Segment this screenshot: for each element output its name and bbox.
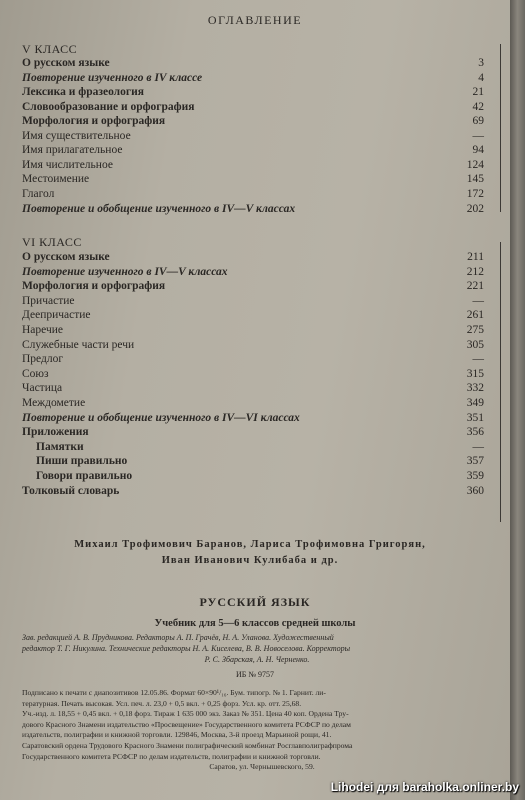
imprint-line: дового Красного Знамени издательство «Просвещение» Государственного комитета РСФСР по делам — [22, 719, 351, 729]
section-heading: VI КЛАСС — [22, 235, 82, 249]
book-title: РУССКИЙ ЯЗЫК — [199, 595, 311, 609]
toc-entry — [22, 294, 484, 309]
toc-entry — [22, 484, 484, 499]
imprint-line: Государственного комитета РСФСР по делам издательств, полиграфии и книжной торговли. — [22, 751, 321, 761]
editors-line-2: редактор Т. Г. Никулина. Технические редакторы Н. А. Киселева, В. В. Новоселова. Корректоры — [22, 644, 351, 653]
toc-entry-label: О русском языке — [22, 57, 110, 69]
toc-entry — [22, 367, 484, 382]
toc-entry-page: 349 — [466, 397, 484, 409]
toc-entry-label: Морфология и орфография — [22, 115, 166, 128]
toc-entry-label: Местоимение — [22, 173, 90, 186]
toc-entry-page: 69 — [472, 115, 484, 128]
toc-entry-label: Причастие — [22, 294, 75, 307]
toc-entry — [22, 71, 484, 86]
toc-entry-page: 315 — [466, 367, 484, 380]
toc-entry — [22, 85, 484, 100]
right-rule-top — [500, 44, 501, 212]
toc-entry — [22, 250, 484, 265]
toc-entry-page: 211 — [467, 251, 484, 263]
authors-line-2: Иван Иванович Кулибаба и др. — [161, 555, 339, 566]
toc-entry — [22, 308, 484, 323]
toc-entry-page: 172 — [466, 188, 484, 200]
toc-entry — [22, 440, 484, 455]
toc-entry — [22, 56, 484, 71]
toc-entry-label: Словообразование и орфография — [22, 100, 195, 113]
toc-entry-page: 21 — [472, 86, 484, 99]
toc-entry-page: — — [472, 353, 484, 366]
toc-entry-label: Морфология и орфография — [22, 280, 166, 293]
toc-entry-page: — — [472, 440, 484, 453]
toc-entry-label: Повторение изученного в IV—V классах — [22, 265, 228, 278]
toc-entry — [22, 279, 484, 294]
toc-entry-page: 305 — [466, 338, 484, 351]
toc-entry — [22, 425, 484, 440]
toc-entry — [22, 100, 484, 115]
toc-entry — [22, 202, 484, 217]
toc-entry-page: 275 — [466, 324, 484, 336]
toc-entry-label: Пиши правильно — [36, 455, 128, 468]
toc-entry-label: Предлог — [22, 353, 64, 366]
toc-entry-page: — — [472, 294, 484, 307]
editors-line-3: Р. С. Збарская, А. Н. Черненко. — [204, 655, 310, 664]
toc-entry-page: 42 — [472, 100, 484, 113]
toc-entry-label: Имя числительное — [22, 158, 113, 171]
toc-entry-label: Приложения — [22, 426, 89, 439]
authors-line-1: Михаил Трофимович Баранов, Лариса Трофимовна Григорян, — [74, 539, 426, 550]
toc-entry-label: Служебные части речи — [22, 338, 135, 351]
toc-entry-label: О русском языке — [22, 251, 110, 263]
imprint-line: издательств, полиграфии и книжной торговли. 129846, Москва, 3-й проезд Марьиной рощи, 41. — [22, 730, 332, 740]
watermark: Lihodei для baraholka.onliner.by — [330, 780, 519, 794]
toc-title: ОГЛАВЛЕНИЕ — [207, 13, 303, 27]
toc-entry — [22, 114, 484, 129]
toc-entry — [22, 338, 484, 353]
section-heading: V КЛАСС — [22, 42, 78, 56]
toc-entry-page: 221 — [466, 280, 484, 293]
toc-entry-page: 357 — [466, 455, 484, 468]
toc-entry-label: Наречие — [22, 324, 64, 336]
toc-entry-label: Толковый словарь — [22, 484, 120, 497]
toc-entry — [22, 411, 484, 426]
toc-entry-label: Частица — [22, 382, 63, 395]
toc-entry — [22, 323, 484, 338]
toc-entry — [22, 143, 484, 158]
toc-entry-page: 359 — [466, 470, 484, 482]
toc-entry-label: Деепричастие — [22, 309, 91, 322]
imprint-line: Саратов, ул. Чернышевского, 59. — [209, 762, 315, 772]
toc-entry-page: 332 — [466, 382, 484, 395]
toc-entry-label: Имя существительное — [22, 129, 131, 142]
toc-entry-page: 4 — [478, 71, 484, 84]
imprint-line: Подписано к печати с диапозитивов 12.05.86. Формат 60×90¹/₁₆. Бум. типогр. № 1. Гарнит. ли- — [22, 688, 326, 697]
toc-entry-label: Повторение и обобщение изученного в IV—VI классах — [22, 411, 300, 424]
toc-entry — [22, 454, 484, 469]
toc-entry-page: 202 — [466, 202, 484, 215]
toc-entry — [22, 129, 484, 144]
toc-entry-label: Повторение изученного в IV классе — [22, 71, 203, 84]
toc-entry-page: 3 — [478, 57, 484, 69]
toc-entry — [22, 172, 484, 187]
toc-entry-page: 124 — [466, 158, 484, 171]
toc-entry-label: Говори правильно — [36, 470, 133, 482]
toc-entry-label: Союз — [22, 367, 49, 380]
toc-entry-page: 212 — [466, 265, 484, 278]
toc-entry — [22, 469, 484, 484]
toc-entry-page: 261 — [466, 309, 484, 322]
toc-entry — [22, 265, 484, 280]
toc-entry-label: Памятки — [36, 440, 84, 453]
toc-entry-page: 360 — [466, 484, 484, 497]
toc-entry-page: 94 — [472, 144, 484, 157]
toc-entry — [22, 381, 484, 396]
toc-entry-label: Междометие — [22, 397, 86, 409]
toc-entry — [22, 158, 484, 173]
imprint-block — [22, 688, 502, 773]
toc-entry — [22, 352, 484, 367]
imprint-line: Уч.-изд. л. 18,55 + 0,45 вкл. + 0,18 форз. Тираж 1 635 000 экз. Заказ № 351. Цена 40 коп. Ордена Тру- — [22, 709, 349, 719]
toc-entry-label: Глагол — [22, 188, 55, 200]
toc-entry-label: Повторение и обобщение изученного в IV—V классах — [22, 202, 296, 215]
toc-entry-label: Имя прилагательное — [22, 144, 123, 157]
book-subtitle: Учебник для 5—6 классов средней школы — [154, 618, 356, 629]
toc-entry-page: 356 — [466, 426, 484, 439]
toc-entry-page: 145 — [466, 173, 484, 186]
toc-entry-page: 351 — [466, 411, 484, 424]
imprint-line: тературная. Печать высокая. Усл. печ. л. 23,0 + 0,5 вкл. + 0,25 форз. Усл. кр. отт. 25,68. — [22, 698, 302, 708]
imprint-line: Саратовский ордена Трудового Красного Знамени полиграфический комбинат Росглавполиграфпрома — [22, 740, 353, 750]
toc-entry — [22, 187, 484, 202]
right-rule-bottom — [500, 242, 501, 522]
toc-entry-label: Лексика и фразеология — [22, 86, 144, 99]
toc-entry — [22, 396, 484, 411]
editors-line-1: Зав. редакцией А. В. Прудникова. Редакторы А. П. Грачёв, Н. А. Уланова. Художественный — [22, 633, 334, 642]
toc-entry-page: — — [472, 129, 484, 142]
isbn-line: ИБ № 9757 — [235, 670, 274, 679]
page-edge — [510, 0, 525, 800]
